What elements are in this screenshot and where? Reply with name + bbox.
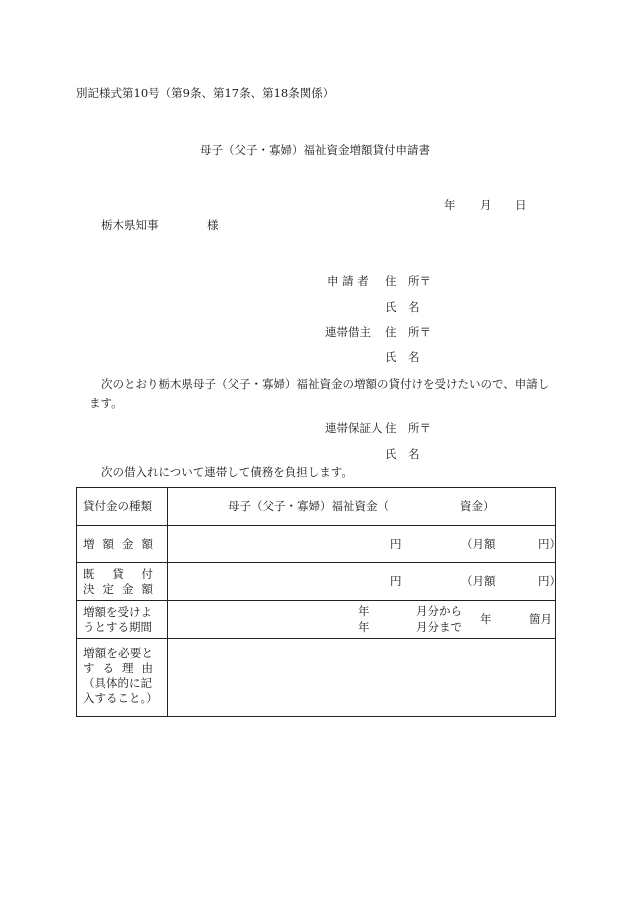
decided-amount-label-line1 [83,567,153,582]
reason-value-cell[interactable] [168,639,556,717]
label-char: 要 [129,646,142,660]
table-row-increase-amount [77,526,556,563]
label-char: 金 [122,536,134,551]
table-row-decided-amount [77,563,556,601]
request-text-line1: 次のとおり栃木県母子（父子・寡婦）福祉資金の増額の貸付けを受けたいので、申請し [101,377,550,391]
period-label-line1: 増額を受けよ [83,604,152,619]
guarantee-text: 次の借入れについて連帯して債務を負担します。 [101,465,353,479]
decided-amount-label-line2 [83,582,153,597]
date-month-label: 月 [480,198,492,212]
loan-type-label: 貸付金の種類 [77,488,168,526]
label-char: 必 [118,646,130,660]
increase-amount-monthly-close: 円） [538,537,561,551]
period-total-months: 箇月 [529,612,552,626]
date-day-label: 日 [515,198,527,212]
applicant-name-label: 氏 名 [385,300,420,314]
table-row-reason [77,639,556,717]
period-total-year: 年 [480,612,492,626]
label-char: と [141,646,153,660]
date-year-label: 年 [444,198,456,212]
table-row-loan-type [77,488,556,526]
co-borrower-name-label: 氏 名 [385,350,420,364]
form-number: 別記様式第10号（第9条、第17条、第18条関係） [76,86,335,100]
page-title: 母子（父子・寡婦）福祉資金増額貸付申請書 [200,143,430,157]
label-char: 額 [141,536,153,551]
label-char: 決 [83,581,95,596]
decided-amount-yen: 円 [390,574,402,588]
period-label-line2: うとする期間 [83,619,152,634]
label-char: る [102,661,114,675]
period-start-from: 月分から [416,604,462,618]
period-start-year: 年 [358,604,370,618]
label-char: 貸 [112,566,124,581]
table-row-period [77,601,556,639]
request-text-line2: ます。 [89,396,123,410]
label-char: 由 [141,661,153,675]
guarantor-role: 連帯保証人 [325,421,383,435]
decided-amount-label [77,563,168,601]
reason-label-line2 [83,661,153,676]
decided-amount-monthly-open: （月額 [461,574,496,588]
decided-amount-value-cell[interactable] [168,563,561,601]
addressee-honorific: 様 [207,218,219,232]
guarantor-address-label: 住 所〒 [385,421,431,435]
loan-form-table [76,487,561,717]
label-char: 増 [83,646,95,660]
label-char: 増 [83,536,95,551]
guarantor-name-label: 氏 名 [385,447,420,461]
co-borrower-role: 連帯借主 [325,325,371,339]
label-char: を [106,646,118,660]
increase-amount-value-cell[interactable] [168,526,561,563]
label-char: 既 [83,566,95,581]
increase-amount-monthly-open: （月額 [461,537,496,551]
decided-amount-monthly-close: 円） [538,574,561,588]
label-char: 定 [102,581,114,596]
reason-label-line4: 入すること。） [83,691,158,705]
loan-type-value-cell[interactable] [168,488,556,526]
reason-label [77,639,168,717]
label-char: 額 [94,646,107,660]
label-char: す [83,661,95,675]
label-char: 付 [141,566,153,581]
reason-label-line3: （具体的に記 [83,676,152,690]
reason-label-line1 [83,646,153,661]
increase-amount-label [77,526,168,563]
co-borrower-address-label: 住 所〒 [385,325,431,339]
label-char: 理 [122,661,134,675]
period-label [77,601,168,639]
period-end-to: 月分まで [416,620,462,634]
label-char: 額 [141,581,153,596]
increase-amount-yen: 円 [390,537,402,551]
loan-type-prefix: 母子（父子・寡婦）福祉資金（ [228,499,389,513]
label-char: 金 [122,581,134,596]
period-end-year: 年 [358,620,370,634]
addressee-name: 栃木県知事 [101,218,159,232]
applicant-role: 申 請 者 [327,274,369,288]
increase-amount-label-text [83,537,153,552]
loan-type-suffix: 資金） [460,499,495,513]
period-value-cell[interactable] [168,601,556,639]
label-char: 額 [102,536,114,551]
applicant-address-label: 住 所〒 [385,274,431,288]
